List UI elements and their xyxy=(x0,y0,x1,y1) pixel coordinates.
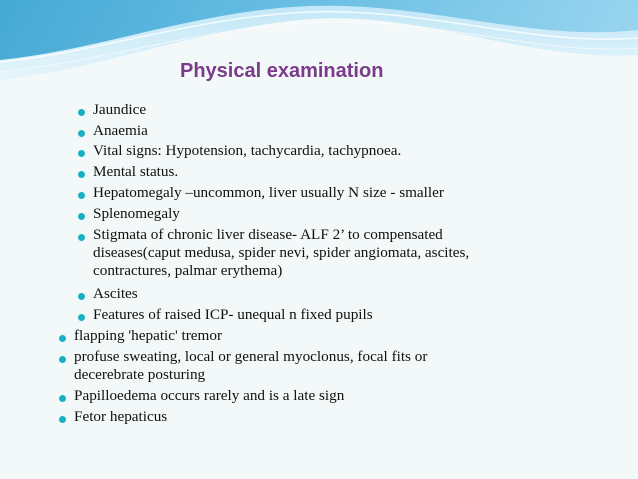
bullet-item: Ascites xyxy=(93,285,138,302)
bullet-dot-icon xyxy=(78,314,85,321)
bullet-dot-icon xyxy=(78,213,85,220)
bullet-item: Fetor hepaticus xyxy=(74,408,168,425)
bullet-dot-icon xyxy=(59,356,66,363)
bullet-dot-icon xyxy=(78,171,85,178)
bullet-item: Vital signs: Hypotension, tachycardia, tachypnoea. xyxy=(93,142,402,159)
bullet-item: Mental status. xyxy=(93,163,179,180)
bullet-item: Jaundice xyxy=(93,101,147,118)
bullet-item: Splenomegaly xyxy=(93,205,180,222)
bullet-item: Features of raised ICP- unequal n fixed pupils xyxy=(93,306,373,323)
bullet-dot-icon xyxy=(78,130,85,137)
bullet-item: Stigmata of chronic liver disease- ALF 2’ to compensated xyxy=(93,226,443,243)
bullet-item: Anaemia xyxy=(93,122,148,139)
bullet-item-continuation: decerebrate posturing xyxy=(74,366,206,383)
bullet-item: Papilloedema occurs rarely and is a late sign xyxy=(74,387,345,404)
bullet-dot-icon xyxy=(78,192,85,199)
bullet-dot-icon xyxy=(78,109,85,116)
bullet-dot-icon xyxy=(78,234,85,241)
bullet-item: Hepatomegaly –uncommon, liver usually N size - smaller xyxy=(93,184,444,201)
slide-title: Physical examination xyxy=(180,60,384,82)
bullet-dot-icon xyxy=(59,395,66,402)
bullet-dot-icon xyxy=(78,150,85,157)
bullet-item: profuse sweating, local or general myoclonus, focal fits or xyxy=(74,348,428,365)
bullet-dot-icon xyxy=(78,293,85,300)
bullet-dot-icon xyxy=(59,335,66,342)
bullet-dot-icon xyxy=(59,416,66,423)
bullet-item: flapping 'hepatic' tremor xyxy=(74,327,223,344)
bullet-item-continuation: contractures, palmar erythema) xyxy=(93,262,283,279)
bullet-item-continuation: diseases(caput medusa, spider nevi, spider angiomata, ascites, xyxy=(93,244,470,261)
